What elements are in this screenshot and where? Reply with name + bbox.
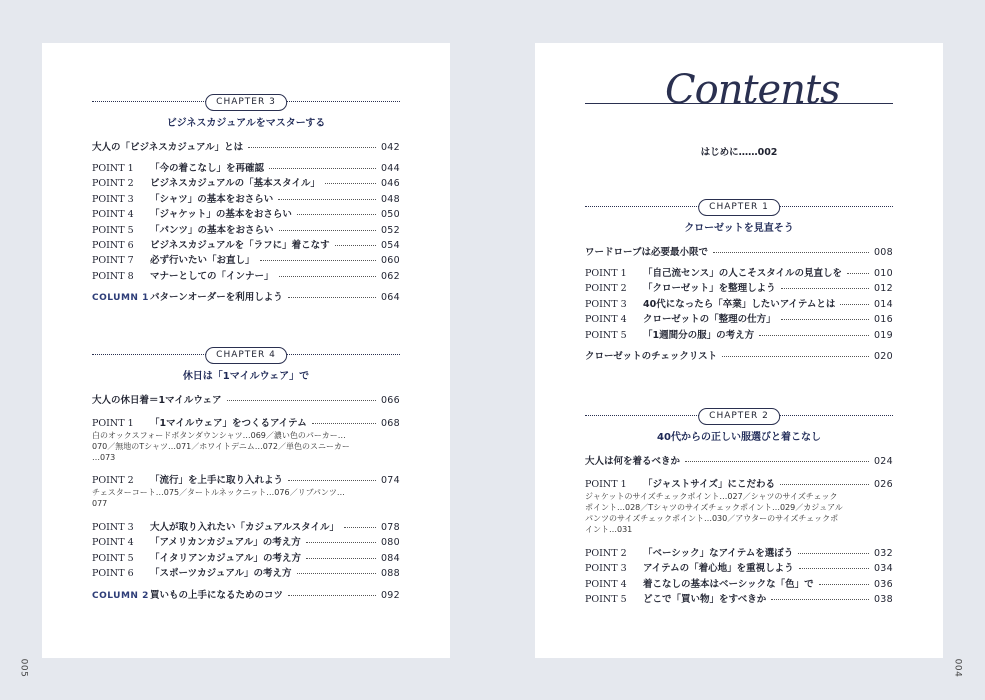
page-ref: 032 — [873, 548, 893, 559]
page-ref: 014 — [873, 298, 893, 310]
toc-entry[interactable] — [585, 244, 893, 258]
dot-leader — [325, 183, 376, 184]
note-line: 白のオックスフォードボタンダウンシャツ…069／濃い色のパーカー… — [92, 431, 346, 440]
toc-entry[interactable] — [92, 206, 400, 221]
left-page — [42, 43, 450, 658]
contents-heading — [585, 43, 893, 133]
toc-entry[interactable] — [585, 280, 893, 295]
entry-title: 「シャツ」の基本をおさらい — [150, 193, 274, 205]
toc-entry[interactable] — [585, 545, 893, 560]
chapter-1-title: クローゼットを見直そう — [684, 223, 794, 234]
dot-leader — [798, 553, 869, 554]
point-label: POINT 7 — [92, 255, 134, 267]
page-ref: 020 — [873, 350, 893, 362]
page-ref: 038 — [873, 594, 893, 606]
toc-entry[interactable] — [92, 565, 400, 580]
page-ref: 066 — [380, 395, 400, 406]
entry-title: 「ベーシック」なアイテムを選ぼう — [643, 548, 794, 559]
point-label: POINT 8 — [92, 270, 134, 282]
point-label: POINT 6 — [92, 568, 134, 580]
chapter-1-header — [585, 197, 893, 217]
toc-entry[interactable] — [92, 415, 400, 429]
sub-items-note — [92, 430, 400, 463]
page-ref: 052 — [380, 224, 400, 236]
point-label: POINT 3 — [92, 522, 134, 533]
toc-entry[interactable] — [92, 139, 400, 153]
dot-leader — [713, 252, 869, 253]
entry-title: クローゼットのチェックリスト — [585, 350, 718, 362]
entry-title: 大人が取り入れたい「カジュアルスタイル」 — [150, 522, 339, 533]
point-label: POINT 5 — [585, 594, 627, 606]
point-label: POINT 4 — [585, 314, 627, 326]
entry-title: 「自己流センス」の人こそスタイルの見直しを — [643, 268, 843, 279]
point-label: POINT 4 — [92, 537, 134, 549]
page-ref: 064 — [380, 292, 400, 304]
toc-entry[interactable] — [92, 175, 400, 190]
point-label: POINT 3 — [92, 193, 134, 205]
entry-title: 必ず行いたい「お直し」 — [150, 255, 255, 267]
dot-leader — [297, 573, 376, 574]
contents-logo: Contents — [665, 67, 840, 113]
toc-entry[interactable] — [585, 591, 893, 606]
toc-entry[interactable] — [585, 327, 893, 342]
chapter-2-badge: CHAPTER 2 — [698, 408, 780, 425]
page-ref: 068 — [380, 418, 400, 429]
dot-leader — [781, 319, 869, 320]
dot-leader — [799, 568, 869, 569]
point-label: POINT 5 — [92, 552, 134, 564]
point-label: POINT 1 — [585, 268, 627, 279]
page-ref: 078 — [380, 522, 400, 533]
toc-entry[interactable] — [92, 268, 400, 283]
dot-leader — [819, 584, 869, 585]
page-ref: 042 — [380, 142, 400, 153]
entry-title: マナーとしての「インナー」 — [150, 270, 274, 282]
note-line: チェスターコート…075／タートルネックニット…076／リブパンツ… — [92, 488, 345, 497]
chapter-1-badge: CHAPTER 1 — [698, 199, 780, 216]
dot-leader — [278, 199, 376, 200]
page-ref: 008 — [873, 247, 893, 258]
toc-entry[interactable] — [92, 519, 400, 534]
toc-entry[interactable] — [92, 191, 400, 206]
page-ref: 036 — [873, 578, 893, 590]
note-line: ジャケットのサイズチェックポイント…027／シャツのサイズチェック — [585, 492, 838, 501]
point-label: POINT 5 — [585, 329, 627, 341]
page-ref: 060 — [380, 255, 400, 267]
point-label: POINT 5 — [92, 224, 134, 236]
intro-entry[interactable]: はじめに……002 — [700, 147, 778, 158]
dot-leader — [279, 276, 376, 277]
chapter-2-section — [585, 406, 893, 607]
entry-title: クローゼットの「整理の仕方」 — [643, 314, 776, 326]
note-line: …073 — [92, 453, 116, 462]
point-label: POINT 1 — [92, 163, 134, 174]
point-label: POINT 2 — [92, 178, 134, 190]
entry-title: パターンオーダーを利用しよう — [150, 292, 283, 304]
page-ref: 024 — [873, 456, 893, 467]
entry-title: 大人の「ビジネスカジュアル」とは — [92, 142, 244, 153]
point-label: POINT 4 — [585, 578, 627, 590]
page-ref: 044 — [380, 163, 400, 174]
chapter-3-badge: CHAPTER 3 — [205, 94, 287, 111]
page-ref: 054 — [380, 239, 400, 251]
dot-leader — [312, 423, 376, 424]
dot-leader — [685, 461, 869, 462]
point-label: POINT 6 — [92, 239, 134, 251]
chapter-4-points — [92, 519, 400, 581]
chapter-3-points — [92, 160, 400, 283]
chapter-4-badge: CHAPTER 4 — [205, 347, 287, 364]
entry-title: 大人は何を着るべきか — [585, 456, 681, 467]
page-ref: 080 — [380, 537, 400, 549]
toc-entry[interactable] — [585, 296, 893, 311]
note-line: パンツのサイズチェックポイント…030／アウターのサイズチェックポ — [585, 514, 839, 523]
right-page — [535, 43, 943, 658]
entry-title: 「クローゼット」を整理しよう — [643, 283, 776, 295]
point-label: POINT 1 — [585, 479, 627, 490]
entry-title: 「ジャケット」の基本をおさらい — [150, 209, 292, 221]
entry-title: 着こなしの基本はベーシックな「色」で — [643, 578, 814, 590]
page-ref: 016 — [873, 314, 893, 326]
toc-entry[interactable] — [92, 160, 400, 175]
sub-items-note — [585, 491, 893, 535]
toc-entry[interactable] — [585, 453, 893, 467]
dot-leader — [781, 288, 869, 289]
note-line: 070／無地のTシャツ…071／ホワイトデニム…072／単色のスニーカー — [92, 442, 350, 451]
dot-leader — [344, 527, 376, 528]
dot-leader — [269, 168, 376, 169]
dot-leader — [288, 595, 376, 596]
column-entry[interactable] — [92, 587, 400, 601]
point-label: POINT 2 — [92, 475, 134, 486]
entry-title: 「1マイルウェア」をつくるアイテム — [150, 418, 307, 429]
sub-items-note — [92, 487, 400, 509]
point-label: POINT 2 — [585, 548, 627, 559]
dot-leader — [279, 230, 376, 231]
note-line: イント…031 — [585, 525, 633, 534]
note-line: 077 — [92, 499, 108, 508]
point-label: POINT 1 — [92, 418, 134, 429]
entry-title: アイテムの「着心地」を重視しよう — [643, 563, 794, 575]
toc-entry[interactable] — [585, 476, 893, 490]
page-ref: 050 — [380, 209, 400, 221]
point-label: POINT 2 — [585, 283, 627, 295]
entry-title: 「今の着こなし」を再確認 — [150, 163, 265, 174]
dot-leader — [771, 599, 869, 600]
toc-entry[interactable] — [92, 237, 400, 252]
dot-leader — [335, 245, 376, 246]
page-ref: 026 — [873, 479, 893, 490]
column-label: COLUMN 2 — [92, 590, 149, 601]
dot-leader — [759, 335, 869, 336]
chapter-4-section — [92, 345, 400, 601]
entry-title: 「ジャストサイズ」にこだわる — [643, 479, 776, 490]
toc-entry[interactable] — [92, 534, 400, 549]
page-ref: 088 — [380, 568, 400, 580]
column-entry[interactable] — [92, 289, 400, 303]
entry-title: どこで「買い物」をすべきか — [643, 594, 767, 606]
chapter-3-header — [92, 92, 400, 112]
toc-entry[interactable] — [585, 265, 893, 280]
page-ref: 019 — [873, 329, 893, 341]
entry-title: 買いもの上手になるためのコツ — [150, 589, 284, 601]
dot-leader — [227, 400, 376, 401]
entry-title: 40代になったら「卒業」したいアイテムとは — [643, 298, 836, 310]
chapter-3-title: ビジネスカジュアルをマスターする — [166, 118, 326, 129]
toc-entry[interactable] — [92, 392, 400, 406]
chapter-4-header — [92, 345, 400, 365]
entry-title: 大人の休日着＝1マイルウェア — [92, 395, 222, 406]
entry-title: 「イタリアンカジュアル」の考え方 — [150, 552, 302, 564]
entry-title: 「パンツ」の基本をおさらい — [150, 224, 274, 236]
point-label: POINT 3 — [585, 298, 627, 310]
dot-leader — [306, 558, 376, 559]
chapter-2-title: 40代からの正しい服選びと着こなし — [657, 432, 821, 443]
column-label: COLUMN 1 — [92, 293, 149, 304]
page-ref: 046 — [380, 178, 400, 190]
page-ref: 034 — [873, 563, 893, 575]
entry-title: 「流行」を上手に取り入れよう — [150, 475, 284, 486]
dot-leader — [288, 480, 376, 481]
entry-title: 「1週間分の服」の考え方 — [643, 329, 755, 341]
dot-leader — [260, 260, 376, 261]
chapter-4-title: 休日は「1マイルウェア」で — [182, 371, 310, 382]
chapter-1-section — [585, 197, 893, 362]
toc-entry[interactable] — [585, 576, 893, 591]
page-ref: 048 — [380, 193, 400, 205]
toc-entry[interactable] — [92, 472, 400, 486]
page-ref: 092 — [380, 589, 400, 601]
dot-leader — [248, 147, 376, 148]
point-label: POINT 4 — [92, 209, 134, 221]
toc-entry[interactable] — [92, 550, 400, 565]
chapter-1-points — [585, 265, 893, 342]
page-number-right: 004 — [952, 658, 963, 678]
page-ref: 084 — [380, 552, 400, 564]
toc-entry[interactable] — [92, 252, 400, 267]
entry-title: ビジネスカジュアルを「ラフに」着こなす — [150, 239, 330, 251]
page-ref: 010 — [873, 268, 893, 279]
entry-title: 「スポーツカジュアル」の考え方 — [150, 568, 292, 580]
note-line: ポイント…028／Tシャツのサイズチェックポイント…029／カジュアル — [585, 503, 843, 512]
entry-title: 「アメリカンカジュアル」の考え方 — [150, 537, 301, 549]
toc-entry[interactable] — [92, 222, 400, 237]
toc-entry[interactable] — [585, 311, 893, 326]
dot-leader — [722, 356, 869, 357]
chapter-2-points — [585, 545, 893, 607]
page-ref: 012 — [873, 283, 893, 295]
entry-title: ビジネスカジュアルの「基本スタイル」 — [150, 178, 320, 190]
dot-leader — [297, 214, 376, 215]
dot-leader — [306, 542, 376, 543]
dot-leader — [847, 273, 869, 274]
chapter-2-header — [585, 406, 893, 426]
point-label: POINT 3 — [585, 563, 627, 575]
toc-entry[interactable] — [585, 348, 893, 362]
dot-leader — [840, 304, 869, 305]
entry-title: ワードローブは必要最小限で — [585, 247, 709, 258]
dot-leader — [288, 297, 376, 298]
page-number-left: 005 — [18, 658, 29, 678]
page-ref: 074 — [380, 475, 400, 486]
chapter-3-section — [92, 92, 400, 303]
dot-leader — [780, 484, 869, 485]
page-ref: 062 — [380, 270, 400, 282]
toc-entry[interactable] — [585, 560, 893, 575]
